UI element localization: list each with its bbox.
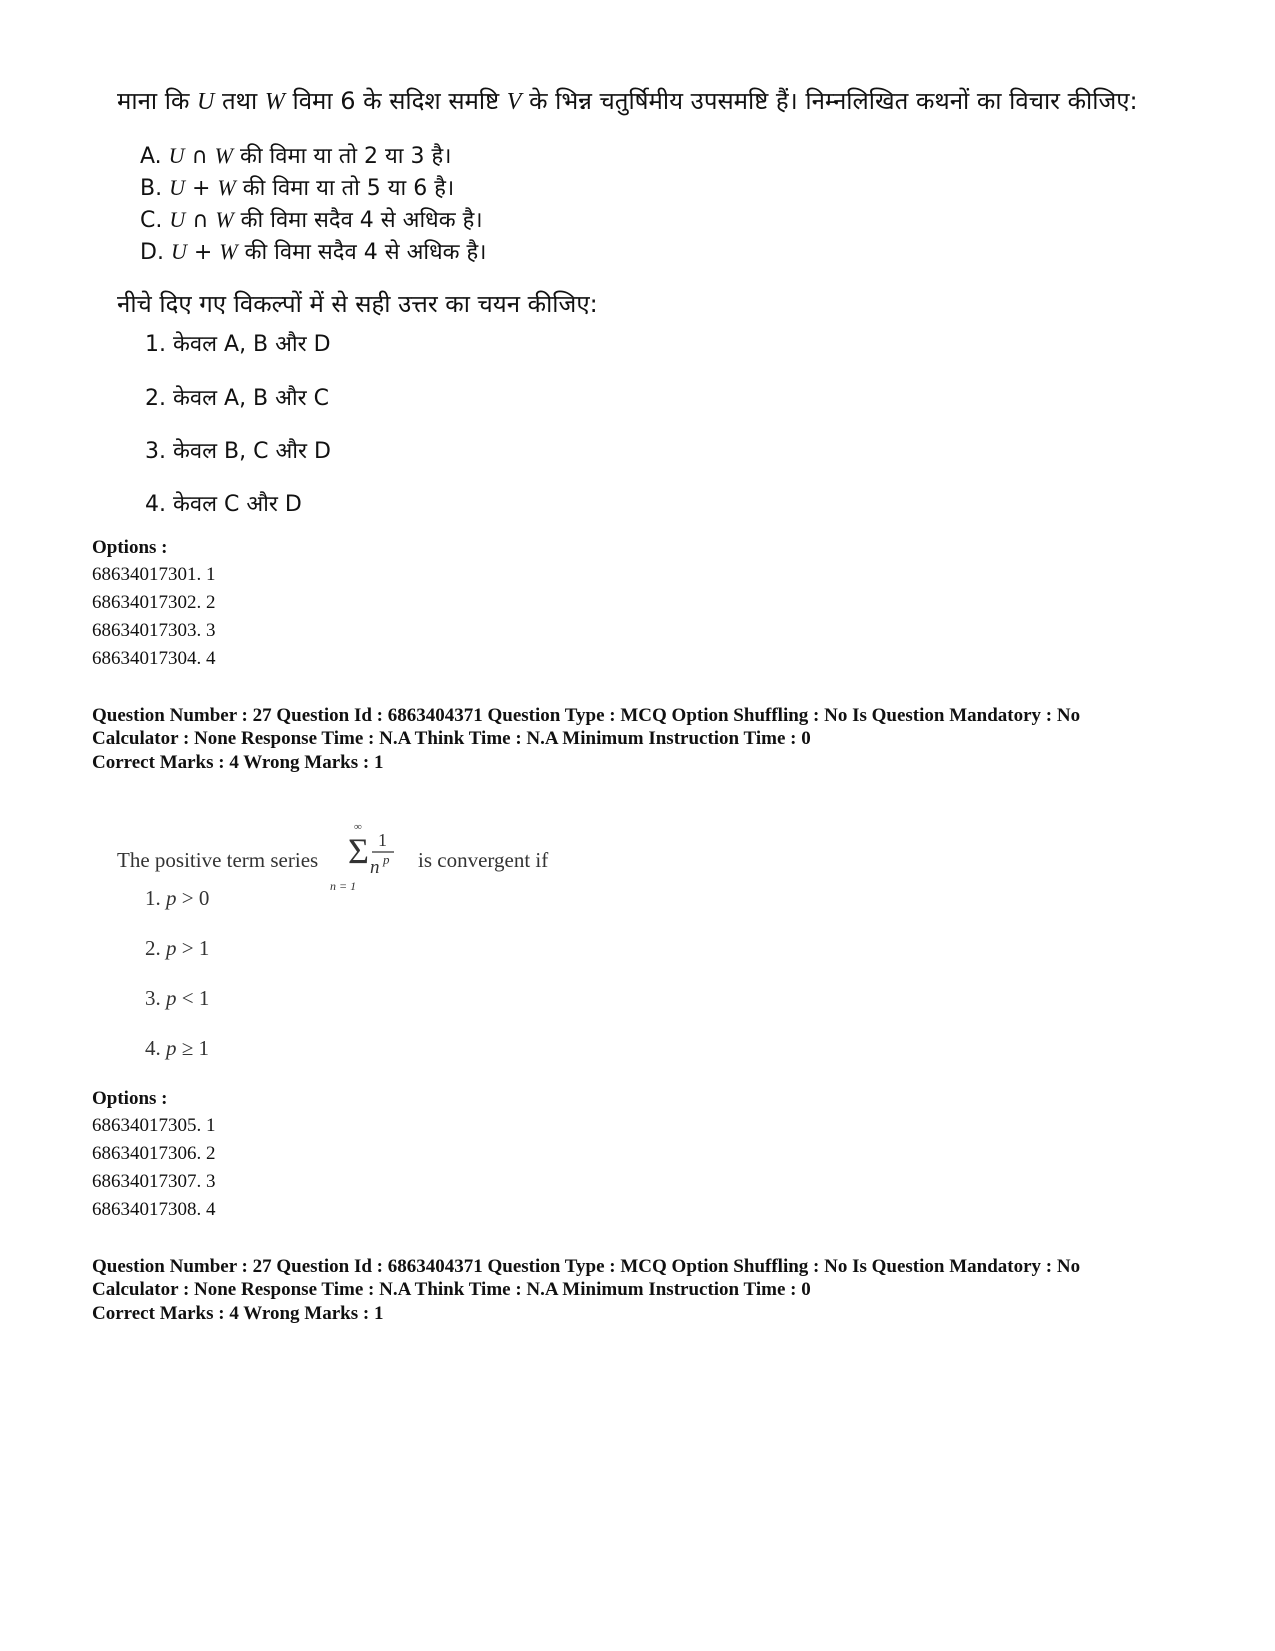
marks-line: Correct Marks : 4 Wrong Marks : 1 [92,752,384,773]
series-formula [330,816,426,896]
statement-label: D. [140,240,164,265]
choice-relation: < 1 [176,986,210,1010]
sum-lower-limit: n = 1 [330,879,357,893]
operator: + [184,176,218,201]
options-heading: Options : [92,537,168,558]
var-p: p [166,1036,177,1060]
operator: + [186,240,220,265]
meta-line-1: Question Number : 27 Question Id : 6863404371 Question Type : MCQ Option Shuffling : No Is Question Mandatory : No [92,705,1081,726]
var-w: W [264,89,285,115]
choice-number: 1. [145,886,161,910]
choice-number: 4. [145,1036,161,1060]
choice-4 [145,1036,209,1061]
question-en-stem: The positive term series [117,848,319,872]
meta-line-2: Calculator : None Response Time : N.A Think Time : N.A Minimum Instruction Time : 0 [92,728,811,749]
choice-2: 2. केवल A, B और C [145,386,330,411]
choice-relation: > 0 [176,886,210,910]
option-item: 68634017308. 4 [92,1199,216,1220]
var-p: p [166,886,177,910]
option-item: 68634017305. 1 [92,1115,216,1136]
options-heading: Options : [92,1088,168,1109]
statement-label: A. [140,144,162,169]
choice-3: 3. केवल B, C और D [145,439,331,464]
statement-label: B. [140,176,163,201]
operator: ∩ [185,208,216,233]
choice-1 [145,886,209,911]
option-item: 68634017303. 3 [92,620,216,641]
meta-line-2: Calculator : None Response Time : N.A Think Time : N.A Minimum Instruction Time : 0 [92,1279,811,1300]
question-meta [92,704,1212,750]
statement-text: की विमा सदैव 4 से अधिक है। [233,208,483,233]
option-item: 68634017307. 3 [92,1171,216,1192]
choice-1: 1. केवल A, B और D [145,332,331,357]
var-u: U [169,207,186,232]
question-meta [92,1255,1212,1301]
intro-text: माना कि [117,87,198,115]
marks-line: Correct Marks : 4 Wrong Marks : 1 [92,1303,384,1324]
option-item: 68634017301. 1 [92,564,216,585]
var-v: V [506,89,522,115]
options-list [92,1112,216,1224]
statement-a [140,140,487,172]
statement-text: की विमा या तो 2 या 3 है। [232,144,452,169]
fraction-exponent: p [383,852,390,867]
var-u: U [197,89,215,115]
question-hi-intro [117,84,1138,117]
sum-upper-limit: ∞ [354,821,362,833]
option-item: 68634017304. 4 [92,648,216,669]
var-u: U [169,175,185,200]
var-u: U [168,143,185,168]
choice-2 [145,936,209,961]
var-w: W [214,143,233,168]
sigma-symbol: Σ [348,831,369,871]
var-p: p [166,936,177,960]
statement-d [140,236,487,268]
choice-relation: > 1 [176,936,210,960]
var-u: U [170,239,187,264]
choice-number: 2. [145,936,161,960]
question-hi-prompt: नीचे दिए गए विकल्पों में से सही उत्तर का चयन कीजिए: [117,290,598,318]
statement-b [140,172,487,204]
intro-text: के भिन्न चतुर्षिमीय उपसमष्टि हैं। निम्नलिखित कथनों का विचार कीजिए: [521,87,1138,115]
statement-c [140,204,487,236]
choice-relation: ≥ 1 [176,1036,210,1060]
statement-text: की विमा या तो 5 या 6 है। [235,176,455,201]
choice-number: 3. [145,986,161,1010]
option-item: 68634017302. 2 [92,592,216,613]
fraction-base: n [370,857,380,878]
intro-text: विमा 6 के सदिश समष्टि [284,87,507,115]
fraction-numerator: 1 [378,830,387,850]
var-w: W [215,207,234,232]
var-w: W [219,239,238,264]
question-en-stem-after: is convergent if [418,848,549,872]
statement-text: की विमा सदैव 4 से अधिक है। [237,240,487,265]
operator: ∩ [184,144,215,169]
statement-list [140,140,487,268]
choice-4: 4. केवल C और D [145,492,302,517]
var-w: W [217,175,236,200]
options-list [92,561,216,673]
var-p: p [166,986,177,1010]
intro-text: तथा [214,87,265,115]
choice-3 [145,986,209,1011]
statement-label: C. [140,208,163,233]
meta-line-1: Question Number : 27 Question Id : 6863404371 Question Type : MCQ Option Shuffling : No Is Question Mandatory : No [92,1256,1081,1277]
option-item: 68634017306. 2 [92,1143,216,1164]
